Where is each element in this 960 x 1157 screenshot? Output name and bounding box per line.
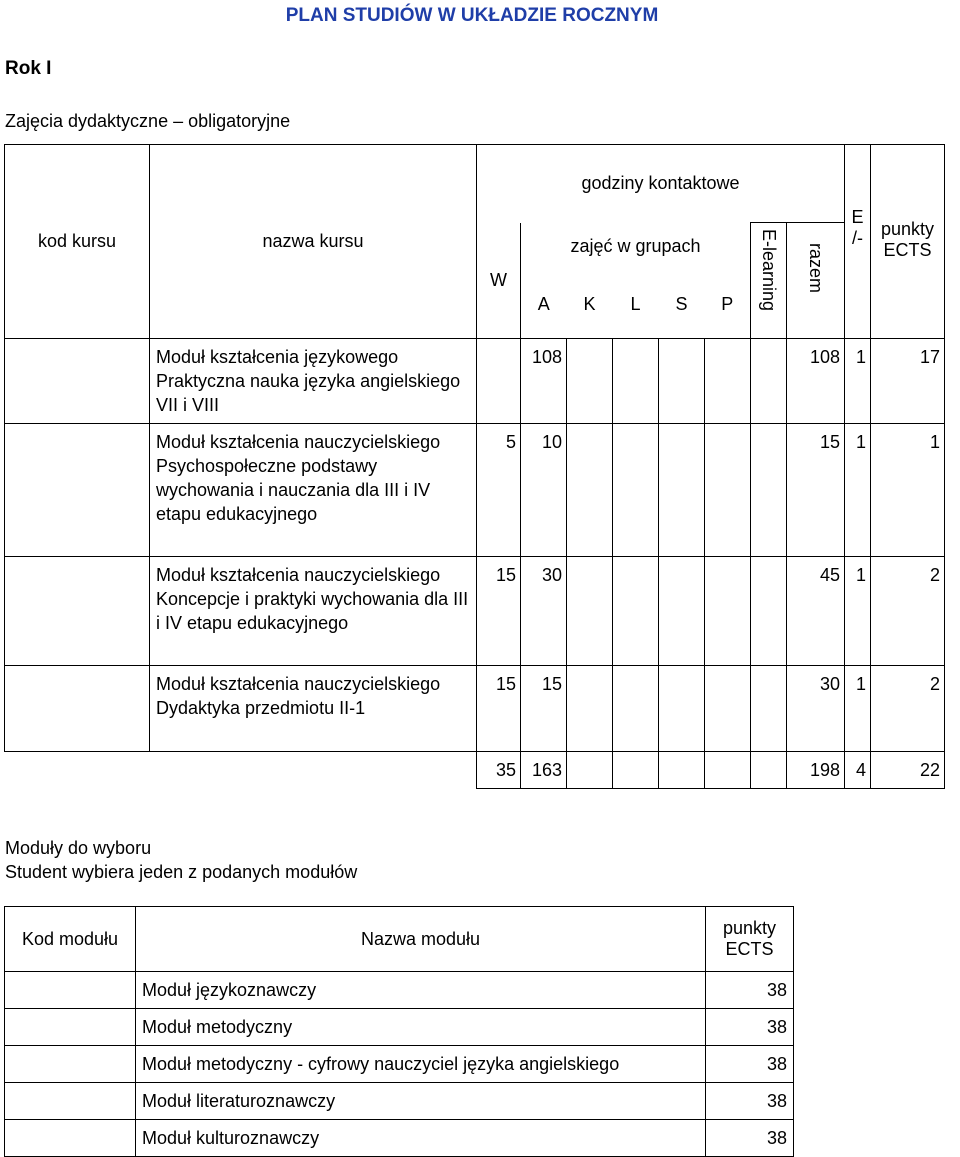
row-ects: 2 <box>871 666 945 752</box>
header-exam <box>845 145 871 339</box>
totals-l <box>613 752 659 789</box>
module-ects: 38 <box>706 1083 794 1120</box>
modules-title <box>5 836 357 884</box>
totals-s <box>659 752 705 789</box>
row-k <box>567 339 613 424</box>
row-l <box>613 666 659 752</box>
totals-a: 163 <box>521 752 567 789</box>
totals-w: 35 <box>477 752 521 789</box>
modules-table <box>4 906 794 1157</box>
row-total: 15 <box>787 424 845 557</box>
row-a: 30 <box>521 557 567 666</box>
totals-empty <box>150 752 477 789</box>
row-ects: 2 <box>871 557 945 666</box>
row-a: 10 <box>521 424 567 557</box>
header-name: nazwa kursu <box>150 145 477 339</box>
row-a: 108 <box>521 339 567 424</box>
totals-empty <box>5 752 150 789</box>
module-code <box>5 1120 136 1157</box>
row-w: 5 <box>477 424 521 557</box>
header-ects-line2: ECTS <box>883 240 932 260</box>
header-ects <box>871 145 945 339</box>
header-k: K <box>567 271 613 339</box>
table-row <box>5 557 945 666</box>
module-name: Moduł literaturoznawczy <box>136 1083 706 1120</box>
totals-k <box>567 752 613 789</box>
module-row <box>5 1083 794 1120</box>
modules-header-ects <box>706 907 794 972</box>
header-a: A <box>521 271 567 339</box>
header-total-text: razem <box>806 243 826 294</box>
totals-elearning <box>751 752 787 789</box>
module-name: Moduł kulturoznawczy <box>136 1120 706 1157</box>
header-contact-hours: godziny kontaktowe <box>477 145 845 223</box>
row-p <box>705 339 751 424</box>
row-w: 15 <box>477 557 521 666</box>
row-p <box>705 557 751 666</box>
modules-title-line2: Student wybiera jeden z podanych modułów <box>5 862 358 882</box>
modules-header-name: Nazwa modułu <box>136 907 706 972</box>
header-ects-line1: punkty <box>880 219 935 239</box>
row-k <box>567 666 613 752</box>
row-l <box>613 424 659 557</box>
module-name: Moduł językoznawczy <box>136 972 706 1009</box>
course-plan-table <box>4 144 945 789</box>
row-s <box>659 666 705 752</box>
row-p <box>705 424 751 557</box>
modules-header-ects-line1: punkty <box>722 918 777 938</box>
module-code <box>5 1083 136 1120</box>
row-elearning <box>751 557 787 666</box>
row-s <box>659 424 705 557</box>
row-exam: 1 <box>845 339 871 424</box>
row-code <box>5 339 150 424</box>
table-row <box>5 666 945 752</box>
row-s <box>659 557 705 666</box>
row-code <box>5 424 150 557</box>
totals-ects: 22 <box>871 752 945 789</box>
modules-header-ects-line2: ECTS <box>725 939 774 959</box>
module-ects: 38 <box>706 1120 794 1157</box>
header-elearning <box>751 223 787 339</box>
modules-header-row <box>5 907 794 972</box>
module-ects: 38 <box>706 972 794 1009</box>
row-total: 30 <box>787 666 845 752</box>
section-label: Zajęcia dydaktyczne – obligatoryjne <box>5 111 291 131</box>
totals-exam: 4 <box>845 752 871 789</box>
header-w: W <box>477 223 521 339</box>
row-a: 15 <box>521 666 567 752</box>
row-ects: 1 <box>871 424 945 557</box>
module-code <box>5 972 136 1009</box>
row-l <box>613 339 659 424</box>
row-name: Moduł kształcenia językowego Praktyczna nauka języka angielskiego VII i VIII <box>150 339 477 424</box>
page-title: PLAN STUDIÓW W UKŁADZIE ROCZNYM <box>285 5 659 26</box>
row-w: 15 <box>477 666 521 752</box>
row-exam: 1 <box>845 424 871 557</box>
row-s <box>659 339 705 424</box>
header-exam-line1: E <box>851 207 864 227</box>
modules-title-line1: Moduły do wyboru <box>5 838 152 858</box>
row-elearning <box>751 666 787 752</box>
header-l: L <box>613 271 659 339</box>
module-name: Moduł metodyczny <box>136 1009 706 1046</box>
header-group-classes: zajęć w grupach <box>521 223 751 271</box>
row-elearning <box>751 424 787 557</box>
module-ects: 38 <box>706 1046 794 1083</box>
table-row <box>5 424 945 557</box>
header-total <box>787 223 845 339</box>
module-code <box>5 1046 136 1083</box>
row-exam: 1 <box>845 557 871 666</box>
module-ects: 38 <box>706 1009 794 1046</box>
row-code <box>5 557 150 666</box>
year-label: Rok I <box>5 58 52 79</box>
module-row <box>5 1009 794 1046</box>
row-exam: 1 <box>845 666 871 752</box>
header-s: S <box>659 271 705 339</box>
header-elearning-text: E-learning <box>759 229 779 312</box>
row-name: Moduł kształcenia nauczycielskiego Psychospołeczne podstawy wychowania i nauczania dla III i IV etapu edukacyjnego <box>150 424 477 557</box>
module-row <box>5 972 794 1009</box>
module-code <box>5 1009 136 1046</box>
table-row <box>5 339 945 424</box>
row-p <box>705 666 751 752</box>
totals-p <box>705 752 751 789</box>
row-total: 45 <box>787 557 845 666</box>
module-row <box>5 1120 794 1157</box>
header-row <box>5 145 945 223</box>
row-name: Moduł kształcenia nauczycielskiego Dydaktyka przedmiotu II-1 <box>150 666 477 752</box>
row-code <box>5 666 150 752</box>
totals-total: 198 <box>787 752 845 789</box>
totals-row <box>5 752 945 789</box>
row-ects: 17 <box>871 339 945 424</box>
modules-header-code: Kod modułu <box>5 907 136 972</box>
header-code: kod kursu <box>5 145 150 339</box>
header-exam-line2: /- <box>852 228 863 248</box>
row-k <box>567 557 613 666</box>
module-name: Moduł metodyczny - cyfrowy nauczyciel języka angielskiego <box>136 1046 706 1083</box>
row-k <box>567 424 613 557</box>
module-row <box>5 1046 794 1083</box>
row-name: Moduł kształcenia nauczycielskiego Koncepcje i praktyki wychowania dla III i IV etapu edukacyjnego <box>150 557 477 666</box>
row-l <box>613 557 659 666</box>
row-elearning <box>751 339 787 424</box>
row-total: 108 <box>787 339 845 424</box>
row-w <box>477 339 521 424</box>
header-p: P <box>705 271 751 339</box>
